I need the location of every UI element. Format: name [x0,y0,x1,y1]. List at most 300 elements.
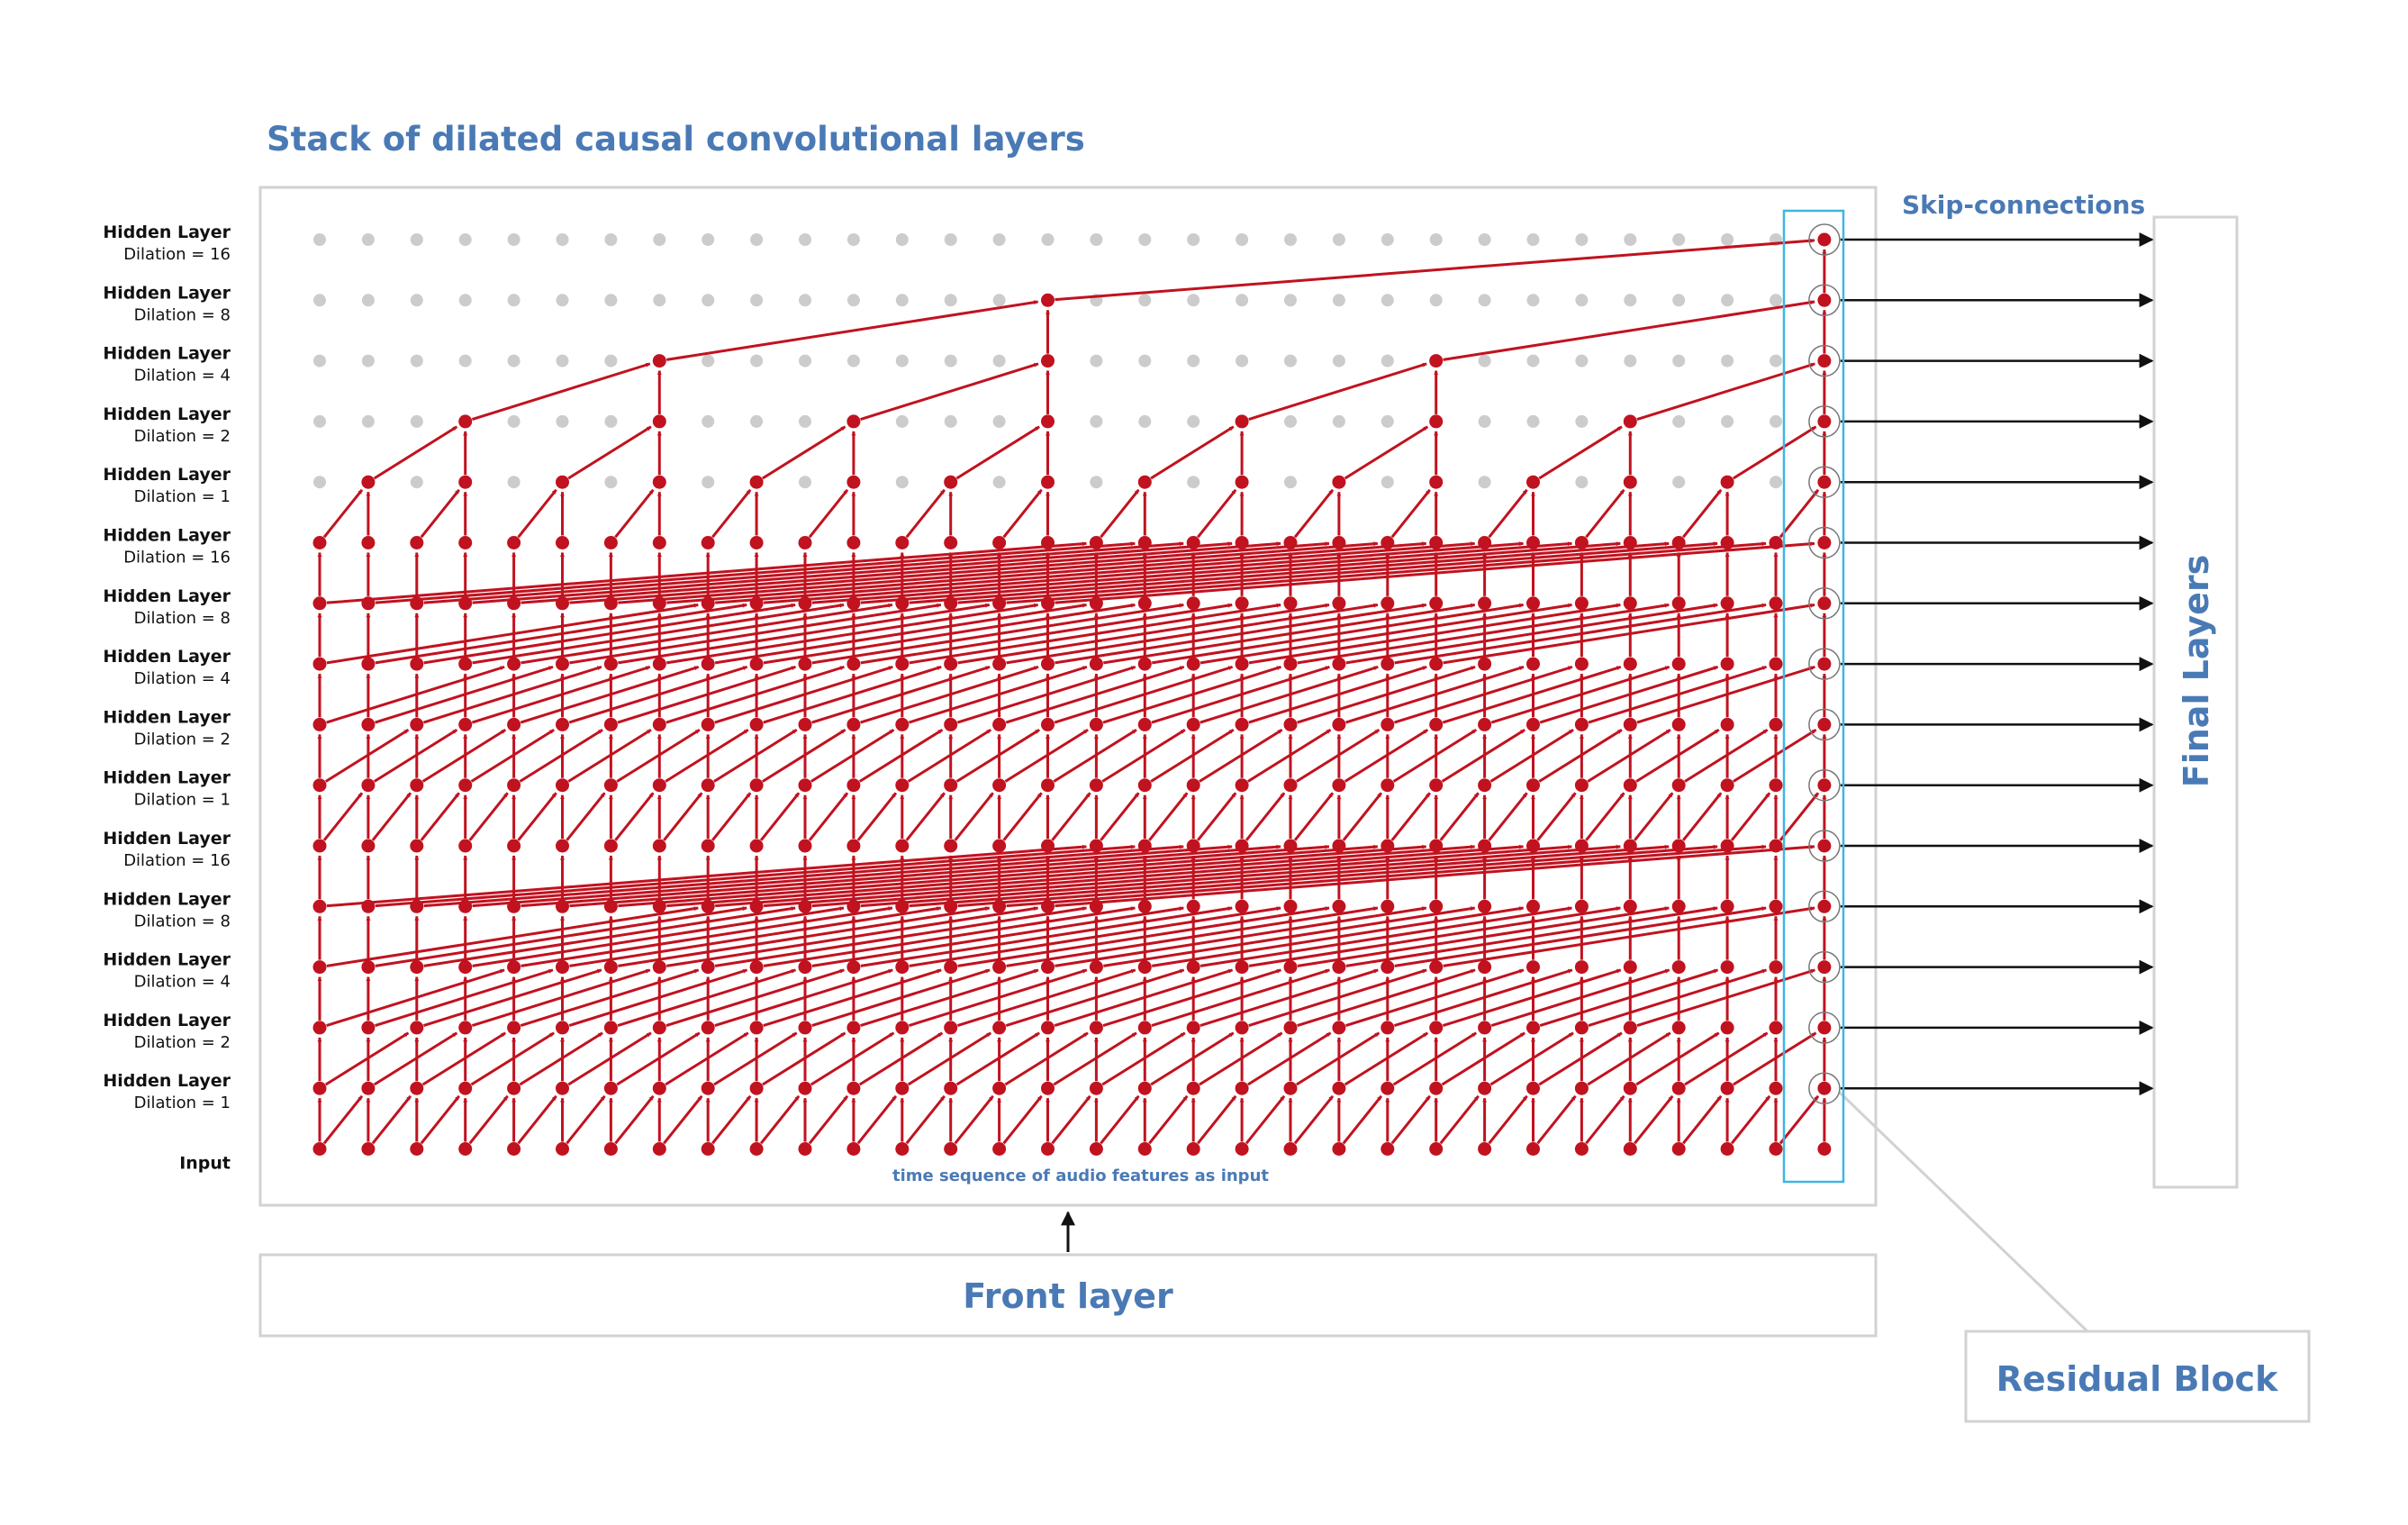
active-node [1381,536,1394,549]
inactive-node [1042,233,1055,246]
active-node [1381,1142,1394,1156]
active-node [1624,536,1637,549]
inactive-node [1672,476,1685,488]
inactive-node [604,294,617,306]
active-node [410,536,423,549]
inactive-node [1090,355,1102,368]
active-node [653,476,666,489]
inactive-node [1527,415,1540,428]
active-node [1672,1142,1686,1156]
inactive-node [1381,415,1394,428]
inactive-node [459,233,472,246]
active-node [1478,840,1491,853]
active-node [1429,1082,1443,1095]
active-node [1090,1142,1103,1156]
active-node [1381,1082,1394,1095]
active-node [846,840,860,853]
inactive-node [896,415,909,428]
active-node [992,658,1006,671]
inactive-node [799,233,811,246]
active-node [1187,596,1200,610]
active-node [653,1082,666,1095]
front-layer-label: Front layer [963,1276,1173,1316]
inactive-node [411,476,423,488]
active-node [799,596,812,610]
active-node [1770,1142,1783,1156]
active-node [1429,1142,1443,1156]
active-node [556,658,569,671]
active-node [1090,960,1103,974]
active-node [1721,1142,1734,1156]
active-node [702,536,715,549]
active-node [1138,1142,1152,1156]
active-node [1284,840,1298,853]
active-node [1721,960,1734,974]
active-node [992,1021,1006,1034]
inactive-node [945,415,957,428]
dilation-label: Dilation = 4 [133,972,231,992]
active-node [1624,718,1637,731]
active-node [1284,596,1298,610]
active-node [1624,658,1637,671]
active-node [1721,536,1734,549]
active-node [702,596,715,610]
inactive-node [1284,355,1297,368]
active-node [702,900,715,913]
active-node [750,658,764,671]
active-node [1138,596,1152,610]
inactive-node [702,355,714,368]
active-node [653,718,666,731]
active-node [1429,354,1443,368]
inactive-node [1090,476,1102,488]
active-node [1721,596,1734,610]
active-node [313,596,327,610]
active-node [846,778,860,792]
active-node [458,476,472,489]
active-node [1770,778,1783,792]
active-node [799,1142,812,1156]
active-node [313,658,327,671]
active-node [1138,900,1152,913]
inactive-node [1479,233,1491,246]
inactive-node [799,355,811,368]
active-node [1236,900,1249,913]
active-node [1381,718,1394,731]
active-node [1624,900,1637,913]
active-node [944,536,957,549]
active-node [1041,596,1055,610]
inactive-node [1333,294,1345,306]
inactive-node [993,355,1006,368]
inactive-node [1624,355,1636,368]
active-node [1332,1142,1345,1156]
active-node [1236,1142,1249,1156]
inactive-node [993,233,1006,246]
inactive-node [1575,476,1588,488]
inactive-node [557,355,569,368]
active-node [702,840,715,853]
active-node [313,900,327,913]
active-node [653,840,666,853]
active-node [944,1142,957,1156]
inactive-node [1721,415,1734,428]
active-node [1429,1021,1443,1034]
inactive-node [945,355,957,368]
active-node [1817,1142,1831,1156]
inactive-node [799,476,811,488]
inactive-node [1479,294,1491,306]
active-node [410,840,423,853]
active-node [313,536,327,549]
active-node [1526,1082,1540,1095]
active-node [1817,658,1831,671]
inactive-node [1479,415,1491,428]
inactive-node [993,415,1006,428]
inactive-node [604,355,617,368]
inactive-node [799,415,811,428]
active-node [1429,718,1443,731]
active-node [1624,1082,1637,1095]
active-node [458,778,472,792]
dilation-label: Dilation = 4 [133,669,231,689]
inactive-node [1672,294,1685,306]
inactive-node [557,294,569,306]
active-node [1138,718,1152,731]
active-node [1381,840,1394,853]
active-node [992,960,1006,974]
active-node [313,1021,327,1034]
hidden-layer-label: Hidden Layer [103,647,231,667]
active-node [702,658,715,671]
active-node [653,900,666,913]
active-node [750,840,764,853]
active-node [1575,960,1589,974]
inactive-node [1333,233,1345,246]
active-node [1236,536,1249,549]
inactive-node [508,294,521,306]
active-node [1041,414,1055,428]
active-node [1236,778,1249,792]
active-node [846,960,860,974]
active-node [1041,476,1055,489]
active-node [410,596,423,610]
active-node [1332,658,1345,671]
final-layers-label: Final Layers [2177,554,2216,788]
active-node [1138,476,1152,489]
active-node [1817,778,1831,792]
active-node [895,840,909,853]
active-node [895,900,909,913]
active-node [1041,840,1055,853]
conv-stack-frame [260,187,1876,1205]
active-node [1236,414,1249,428]
inactive-node [313,476,326,488]
active-node [458,1021,472,1034]
active-node [1138,1082,1152,1095]
dilation-label: Dilation = 4 [133,366,231,386]
active-node [1187,536,1200,549]
active-node [1478,1021,1491,1034]
active-node [1041,658,1055,671]
active-node [458,536,472,549]
active-node [653,778,666,792]
active-node [1526,960,1540,974]
active-node [458,718,472,731]
hidden-layer-label: Hidden Layer [103,707,231,728]
inactive-node [557,415,569,428]
active-node [1187,840,1200,853]
inactive-node [1236,233,1248,246]
active-node [944,596,957,610]
active-node [653,414,666,428]
active-node [1817,476,1831,489]
active-node [1817,294,1831,307]
active-node [410,658,423,671]
inactive-node [1381,294,1394,306]
active-node [1284,1082,1298,1095]
inactive-node [459,355,472,368]
active-node [1187,718,1200,731]
dilation-label: Dilation = 1 [133,487,231,507]
active-node [1770,840,1783,853]
hidden-layer-label: Hidden Layer [103,1010,231,1030]
active-node [410,718,423,731]
dilation-label: Dilation = 2 [133,730,231,749]
inactive-node [362,355,375,368]
active-node [846,1082,860,1095]
active-node [1575,658,1589,671]
row-labels [103,222,231,1174]
active-node [799,658,812,671]
active-node [1429,536,1443,549]
active-node [1041,536,1055,549]
active-node [1381,900,1394,913]
inactive-node [1721,294,1734,306]
active-node [1575,778,1589,792]
active-node [1624,476,1637,489]
inactive-node [1381,355,1394,368]
inactive-node [896,355,909,368]
active-node [750,596,764,610]
inactive-node [508,415,521,428]
active-node [1090,1082,1103,1095]
active-node [556,536,569,549]
active-node [1478,900,1491,913]
active-node [1138,658,1152,671]
inactive-node [1187,415,1199,428]
active-node [1090,596,1103,610]
active-node [1090,718,1103,731]
inactive-node [1284,233,1297,246]
active-node [507,536,521,549]
active-node [1817,900,1831,913]
active-node [507,778,521,792]
active-node [799,840,812,853]
active-node [1770,960,1783,974]
active-node [1090,900,1103,913]
inactive-node [702,415,714,428]
inactive-node [557,233,569,246]
active-node [1526,596,1540,610]
active-node [361,778,375,792]
active-node [944,1021,957,1034]
active-node [1575,840,1589,853]
active-node [1672,658,1686,671]
active-node [1721,1021,1734,1034]
hidden-layer-label: Hidden Layer [103,949,231,970]
active-node [846,658,860,671]
active-node [1575,1142,1589,1156]
active-node [1526,778,1540,792]
active-node [410,960,423,974]
active-node [458,900,472,913]
hidden-layer-label: Hidden Layer [103,767,231,788]
active-node [1478,596,1491,610]
active-node [944,960,957,974]
active-node [1721,1082,1734,1095]
active-node [604,718,618,731]
active-node [604,1082,618,1095]
inactive-node [1575,355,1588,368]
active-node [507,840,521,853]
inactive-node [1284,415,1297,428]
active-node [1041,1021,1055,1034]
active-node [1478,536,1491,549]
hidden-layer-label: Hidden Layer [103,585,231,606]
active-node [1138,960,1152,974]
active-node [944,1082,957,1095]
active-node [1332,596,1345,610]
active-node [1817,718,1831,731]
active-node [1526,536,1540,549]
active-node [1770,1021,1783,1034]
inactive-node [1284,294,1297,306]
active-node [992,778,1006,792]
inactive-node [1479,476,1491,488]
inactive-node [1381,233,1394,246]
inactive-node [1236,294,1248,306]
inactive-node [604,415,617,428]
active-node [410,1142,423,1156]
active-node [1721,778,1734,792]
inactive-node [1672,355,1685,368]
active-node [1721,476,1734,489]
active-node [1478,778,1491,792]
active-node [799,1021,812,1034]
active-node [556,476,569,489]
active-node [361,718,375,731]
active-node [1770,658,1783,671]
inactive-node [362,294,375,306]
active-node [458,414,472,428]
active-node [895,778,909,792]
inactive-node [799,294,811,306]
active-node [1284,658,1298,671]
inactive-node [508,233,521,246]
active-node [1478,960,1491,974]
active-node [361,960,375,974]
inactive-node [508,476,521,488]
dilation-label: Dilation = 8 [133,608,231,628]
active-node [846,476,860,489]
active-node [1381,1021,1394,1034]
inactive-node [411,294,423,306]
dilation-label: Dilation = 8 [133,305,231,325]
inactive-node [1187,355,1199,368]
active-node [556,1082,569,1095]
hidden-layer-label: Hidden Layer [103,465,231,486]
inactive-node [1138,355,1151,368]
active-node [313,778,327,792]
active-node [992,536,1006,549]
active-node [1236,960,1249,974]
dilation-label: Dilation = 8 [133,912,231,931]
active-node [1138,840,1152,853]
inactive-node [750,294,763,306]
inactive-node [508,355,521,368]
active-node [1332,1021,1345,1034]
active-node [846,1021,860,1034]
active-node [1041,718,1055,731]
active-node [1381,778,1394,792]
active-node [1041,294,1055,307]
active-node [1236,658,1249,671]
active-node [410,1021,423,1034]
inactive-node [750,233,763,246]
active-node [604,840,618,853]
inactive-node [1138,294,1151,306]
inactive-node [313,415,326,428]
active-node [313,1142,327,1156]
active-node [1672,900,1686,913]
active-node [1138,536,1152,549]
active-node [1381,960,1394,974]
active-node [1187,900,1200,913]
active-node [1672,960,1686,974]
inactive-node [1575,294,1588,306]
inactive-node [1236,355,1248,368]
active-node [361,1021,375,1034]
active-node [944,476,957,489]
active-node [1284,960,1298,974]
active-node [1526,718,1540,731]
hidden-layer-label: Hidden Layer [103,525,231,546]
active-node [410,900,423,913]
active-node [458,658,472,671]
active-node [1817,233,1831,247]
active-node [1478,1142,1491,1156]
active-node [750,900,764,913]
inactive-node [1284,476,1297,488]
active-node [702,1082,715,1095]
active-node [361,900,375,913]
active-node [556,596,569,610]
inactive-node [653,233,665,246]
active-node [895,1142,909,1156]
active-node [1624,778,1637,792]
active-node [313,718,327,731]
active-node [1672,718,1686,731]
active-node [1770,596,1783,610]
active-node [1284,778,1298,792]
inactive-node [945,233,957,246]
active-node [1624,414,1637,428]
active-node [895,718,909,731]
active-node [1624,596,1637,610]
dilation-label: Dilation = 2 [133,1032,231,1052]
inactive-node [1770,415,1782,428]
